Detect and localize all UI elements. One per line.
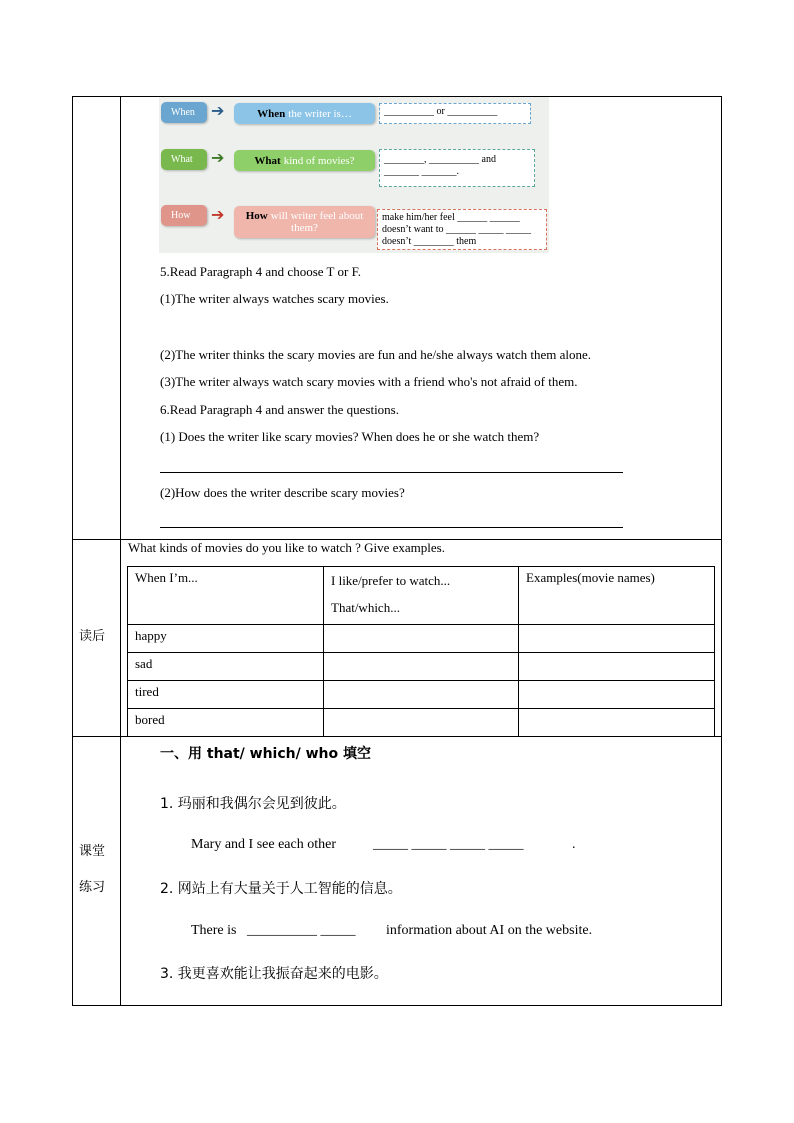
how-tag: How bbox=[161, 205, 207, 226]
label-column-divider bbox=[120, 97, 121, 1005]
how-answer-line-1: make him/her feel ______ ______ bbox=[382, 212, 520, 223]
what-question-rest: kind of movies? bbox=[283, 154, 355, 167]
movie-preferences-table bbox=[127, 566, 715, 737]
when-question bbox=[234, 103, 375, 124]
table-row bbox=[128, 625, 715, 653]
how-answer-line-3: doesn’t ________ them bbox=[382, 236, 477, 247]
when-question-rest: the writer is… bbox=[288, 107, 352, 120]
header-examples: Examples(movie names) bbox=[519, 567, 715, 625]
q6-item-1: (1) Does the writer like scary movies? When does he or she watch them? bbox=[160, 429, 540, 444]
practice-heading: 一、用 that/ which/ who 填空 bbox=[160, 746, 372, 762]
q5-item-1: (1)The writer always watches scary movies. bbox=[160, 291, 389, 306]
row-mood-cell: bored bbox=[128, 709, 324, 737]
what-answer-line-2: _______ _______. bbox=[384, 166, 459, 177]
row-examples-cell[interactable] bbox=[519, 625, 715, 653]
row-mood-cell: tired bbox=[128, 681, 324, 709]
row-examples-cell[interactable] bbox=[519, 653, 715, 681]
q5-item-2: (2)The writer thinks the scary movies are fun and he/she always watch them alone. bbox=[160, 347, 592, 362]
section-label-after-reading: 读后 bbox=[79, 629, 106, 644]
q5-title: 5.Read Paragraph 4 and choose T or F. bbox=[160, 264, 362, 279]
row-examples-cell[interactable] bbox=[519, 681, 715, 709]
how-answer-box bbox=[377, 209, 547, 250]
practice-item-2-blanks[interactable]: __________ _____ bbox=[247, 923, 356, 938]
how-question-rest: will writer feel about them? bbox=[270, 210, 364, 234]
practice-item-1-english: Mary and I see each other bbox=[191, 837, 336, 852]
arrow-right-icon: ➔ bbox=[211, 207, 225, 224]
table-row bbox=[128, 681, 715, 709]
arrow-right-icon: ➔ bbox=[211, 150, 225, 167]
header-like-line-2: That/which... bbox=[331, 600, 400, 615]
practice-item-2-english-b: information about AI on the website. bbox=[386, 923, 593, 938]
practice-item-1-blanks[interactable]: _____ _____ _____ _____ bbox=[373, 837, 524, 852]
row-mood-cell: sad bbox=[128, 653, 324, 681]
arrow-right-icon: ➔ bbox=[211, 103, 225, 120]
when-answer-box: __________ or __________ bbox=[379, 103, 531, 124]
what-tag: What bbox=[161, 149, 207, 170]
practice-item-1-chinese: 1. 玛丽和我偶尔会见到彼此。 bbox=[160, 796, 346, 812]
practice-item-2-chinese: 2. 网站上有大量关于人工智能的信息。 bbox=[160, 881, 402, 897]
q5-item-3: (3)The writer always watch scary movies with a friend who's not afraid of them. bbox=[160, 374, 578, 389]
q6-title: 6.Read Paragraph 4 and answer the questions. bbox=[160, 402, 399, 417]
practice-item-1-end: . bbox=[572, 837, 576, 852]
row-like-cell[interactable] bbox=[324, 709, 519, 737]
table-row bbox=[128, 653, 715, 681]
what-question-bold: What bbox=[254, 154, 281, 167]
row-examples-cell[interactable] bbox=[519, 709, 715, 737]
how-answer-line-2: doesn’t want to ______ _____ _____ bbox=[382, 224, 531, 235]
header-when: When I’m... bbox=[128, 567, 324, 625]
what-answer-box bbox=[379, 149, 535, 187]
reading-organizer-diagram bbox=[159, 97, 549, 253]
row-like-cell[interactable] bbox=[324, 681, 519, 709]
section-label-practice-1: 课堂 bbox=[79, 844, 106, 859]
answer-line-q6-2[interactable] bbox=[160, 527, 623, 528]
what-answer-line-1: ________, __________ and bbox=[384, 154, 496, 165]
table-row bbox=[128, 709, 715, 737]
q6-item-2: (2)How does the writer describe scary movies? bbox=[160, 485, 405, 500]
how-question bbox=[234, 206, 375, 238]
answer-line-q6-1[interactable] bbox=[160, 472, 623, 473]
after-reading-prompt: What kinds of movies do you like to watch ? Give examples. bbox=[128, 540, 445, 555]
practice-item-3-chinese: 3. 我更喜欢能让我振奋起来的电影。 bbox=[160, 966, 388, 982]
row-mood-cell: happy bbox=[128, 625, 324, 653]
header-like bbox=[324, 567, 519, 625]
when-question-bold: When bbox=[257, 107, 286, 120]
when-tag: When bbox=[161, 102, 207, 123]
row-like-cell[interactable] bbox=[324, 653, 519, 681]
section-label-practice-2: 练习 bbox=[79, 880, 106, 895]
table-header-row bbox=[128, 567, 715, 625]
row-like-cell[interactable] bbox=[324, 625, 519, 653]
header-like-line-1: I like/prefer to watch... bbox=[331, 573, 451, 588]
what-question bbox=[234, 150, 375, 171]
how-question-bold: How bbox=[245, 210, 268, 222]
practice-item-2-english-a: There is bbox=[191, 923, 237, 938]
